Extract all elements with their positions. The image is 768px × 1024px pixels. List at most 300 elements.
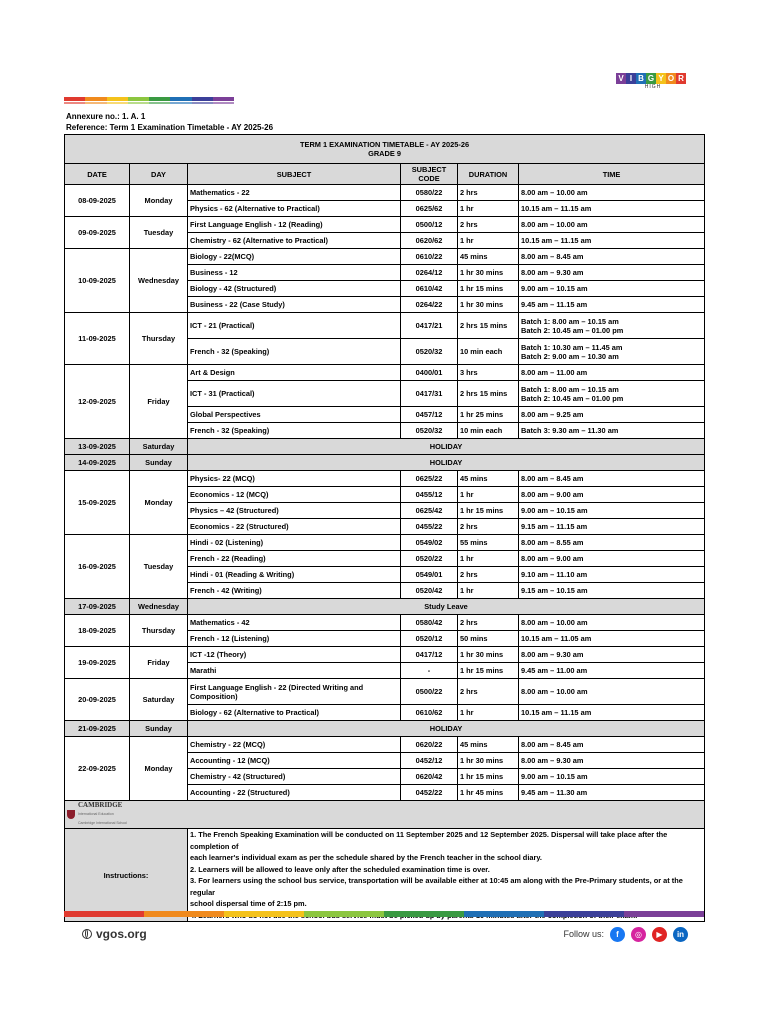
duration-cell: 2 hrs 15 mins [458,381,519,407]
day-cell: Friday [130,365,188,439]
duration-cell: 1 hr [458,551,519,567]
subject-text: Physics - 62 (Alternative to Practical) [190,204,320,213]
code-cell: 0455/12 [401,487,458,503]
subject-cell [188,217,401,233]
time-cell [519,753,705,769]
subject-cell [188,423,401,439]
duration-cell: 1 hr 30 mins [458,265,519,281]
time-cell [519,365,705,381]
subject-text: Hindi - 02 (Listening) [190,538,264,547]
subject-text: Chemistry - 42 (Structured) [190,772,286,781]
date-cell: 14-09-2025 [65,455,130,471]
time-cell [519,471,705,487]
duration-cell: 1 hr [458,705,519,721]
subject-text: ICT - 31 (Practical) [190,389,255,398]
time-text: 8.00 am – 9.00 am [521,490,584,499]
subject-text: Mathematics - 22 [190,188,250,197]
instruction-line: school dispersal time of 2:15 pm. [190,899,307,908]
instagram-icon[interactable]: ◎ [631,927,646,942]
subject-text: Physics- 22 (MCQ) [190,474,255,483]
code-cell: 0520/32 [401,423,458,439]
table-row [65,185,705,201]
timetable-title [65,135,705,164]
subject-text: Business - 12 [190,268,238,277]
date-cell: 12-09-2025 [65,365,130,439]
duration-cell: 2 hrs [458,567,519,583]
duration-cell: 10 min each [458,339,519,365]
time-text: 8.00 am – 11.00 am [521,368,588,377]
subject-text: Marathi [190,666,217,675]
header-row [65,164,705,185]
subject-text: Hindi - 01 (Reading & Writing) [190,570,295,579]
duration-cell: 45 mins [458,737,519,753]
subject-cell [188,503,401,519]
code-cell: 0610/22 [401,249,458,265]
subject-text: Art & Design [190,368,235,377]
subject-text: French - 42 (Writing) [190,586,262,595]
code-cell: 0620/42 [401,769,458,785]
subject-cell [188,519,401,535]
time-text: 9.10 am – 11.10 am [521,570,588,579]
day-cell: Tuesday [130,217,188,249]
day-cell: Monday [130,471,188,535]
subject-text: Accounting - 12 (MCQ) [190,756,270,765]
date-cell: 18-09-2025 [65,615,130,647]
subject-text: Chemistry - 22 (MCQ) [190,740,266,749]
subject-cell [188,381,401,407]
header-day: DAY [130,164,188,185]
subject-cell [188,647,401,663]
subject-text: Chemistry - 62 (Alternative to Practical) [190,236,329,245]
date-cell: 21-09-2025 [65,721,130,737]
code-cell: 0500/12 [401,217,458,233]
instructions-label: Instructions: [65,829,188,922]
day-cell: Saturday [130,679,188,721]
subject-text: ICT -12 (Theory) [190,650,247,659]
top-color-stripe [64,97,234,101]
code-cell: - [401,663,458,679]
subject-cell [188,551,401,567]
time-cell [519,265,705,281]
time-text: 9.45 am – 11.30 am [521,788,588,797]
document-reference [66,111,273,133]
subject-text: First Language English - 12 (Reading) [190,220,323,229]
cambridge-row [65,801,705,829]
reference-text: Reference: Term 1 Examination Timetable - AY 2025-26 [66,123,274,132]
time-text: 8.00 am – 10.00 am [521,687,588,696]
code-cell: 0264/12 [401,265,458,281]
instructions-list [190,829,702,921]
date-cell: 16-09-2025 [65,535,130,599]
subject-text: Biology - 42 (Structured) [190,284,277,293]
time-text: 9.00 am – 10.15 am [521,506,588,515]
instruction-line: each learner's individual exam as per the schedule shared by the French teacher in the school diary. [190,853,542,862]
code-cell: 0520/42 [401,583,458,599]
duration-cell: 45 mins [458,471,519,487]
subject-cell [188,233,401,249]
duration-cell: 2 hrs [458,217,519,233]
duration-cell: 1 hr 25 mins [458,407,519,423]
time-text: 8.00 am – 9.30 am [521,650,584,659]
day-cell: Sunday [130,455,188,471]
date-cell: 09-09-2025 [65,217,130,249]
subject-text-cont: Composition) [190,691,238,701]
header-date: DATE [65,164,130,185]
duration-cell: 2 hrs [458,519,519,535]
day-note: Study Leave [188,599,705,615]
time-text: Batch 1: 8.00 am – 10.15 am [521,316,619,326]
subject-text: Business - 22 (Case Study) [190,300,285,309]
subject-text: Economics - 22 (Structured) [190,522,289,531]
bottom-color-stripe [64,911,704,917]
time-text: 10.15 am – 11.15 am [521,204,592,213]
time-cell [519,631,705,647]
logo-subtitle: HIGH [644,84,662,90]
duration-cell: 50 mins [458,631,519,647]
time-text: 8.00 am – 9.25 am [521,410,584,419]
time-cell [519,407,705,423]
duration-cell: 10 min each [458,423,519,439]
subject-cell [188,281,401,297]
subject-cell [188,583,401,599]
time-text: 8.00 am – 9.30 am [521,268,584,277]
time-cell [519,503,705,519]
code-cell: 0264/22 [401,297,458,313]
cambridge-shield-icon [67,810,75,819]
code-cell: 0400/01 [401,365,458,381]
subject-text: Biology - 62 (Alternative to Practical) [190,708,319,717]
duration-cell: 1 hr 45 mins [458,785,519,801]
header-code: SUBJECT CODE [401,164,458,185]
time-text: Batch 1: 8.00 am – 10.15 am [521,384,619,394]
subject-text: Global Perspectives [190,410,261,419]
time-cell [519,217,705,233]
code-cell: 0417/31 [401,381,458,407]
subject-cell [188,201,401,217]
follow-label: Follow us: [563,929,604,939]
instructions-row [65,829,705,922]
duration-cell: 1 hr [458,583,519,599]
duration-cell: 3 hrs [458,365,519,381]
subject-text: ICT - 21 (Practical) [190,321,255,330]
code-cell: 0625/42 [401,503,458,519]
instruction-line: 1. The French Speaking Examination will be conducted on 11 September 2025 and 12 September 2025. Dispersal will take place after the completion of [190,830,668,851]
subject-cell [188,313,401,339]
day-cell: Saturday [130,439,188,455]
subject-cell [188,471,401,487]
code-cell: 0580/22 [401,185,458,201]
date-cell: 13-09-2025 [65,439,130,455]
time-cell [519,281,705,297]
subject-cell [188,737,401,753]
code-cell: 0625/62 [401,201,458,217]
time-cell [519,535,705,551]
time-cell [519,519,705,535]
table-row [65,647,705,663]
time-cell [519,705,705,721]
social-icons [610,927,688,942]
instruction-line: 3. For learners using the school bus service, transportation will be available either at 10:45 am along with the Pre-Primary students, or at the regular [190,876,683,897]
subject-cell [188,769,401,785]
day-cell: Sunday [130,721,188,737]
time-cell [519,663,705,679]
time-text: 10.15 am – 11.05 am [521,634,592,643]
logo-letter: R [676,73,686,84]
duration-cell: 1 hr [458,233,519,249]
duration-cell: 2 hrs 15 mins [458,313,519,339]
day-cell: Tuesday [130,535,188,599]
code-cell: 0417/21 [401,313,458,339]
logo-letter: Y [656,73,666,84]
holiday-row [65,721,705,737]
subject-text: First Language English - 22 (Directed Writing and [190,682,364,692]
code-cell: 0549/01 [401,567,458,583]
code-cell: 0452/12 [401,753,458,769]
time-cell [519,249,705,265]
date-cell: 10-09-2025 [65,249,130,313]
cambridge-sub2: Cambridge International School [78,821,128,825]
table-row [65,615,705,631]
grade-label: GRADE 9 [368,149,401,158]
time-cell [519,233,705,249]
code-cell: 0549/02 [401,535,458,551]
holiday-row [65,599,705,615]
logo-letter: O [667,74,675,83]
cambridge-logo [67,801,702,828]
time-text: 8.00 am – 8.55 am [521,538,584,547]
code-cell: 0520/22 [401,551,458,567]
day-cell: Thursday [130,615,188,647]
day-note: HOLIDAY [188,721,705,737]
duration-cell: 45 mins [458,249,519,265]
day-cell: Friday [130,647,188,679]
logo-letter: G [647,74,655,83]
subject-text: Biology - 22(MCQ) [190,252,255,261]
duration-cell: 1 hr 15 mins [458,503,519,519]
time-text-batch2: Batch 2: 10.45 am – 01.00 pm [521,393,624,403]
day-note: HOLIDAY [188,439,705,455]
time-cell [519,737,705,753]
footer [64,920,704,948]
subject-cell [188,663,401,679]
time-text: 8.00 am – 8.45 am [521,740,584,749]
table-row [65,365,705,381]
cambridge-sub: International Education [78,812,114,816]
subject-text: Physics – 42 (Structured) [190,506,279,515]
vibgyor-logo [616,73,696,90]
time-text: 10.15 am – 11.15 am [521,236,592,245]
time-cell [519,297,705,313]
subject-cell [188,297,401,313]
duration-cell: 1 hr [458,487,519,503]
subject-cell [188,407,401,423]
day-cell: Wednesday [130,249,188,313]
time-text: 8.00 am – 9.30 am [521,756,584,765]
subject-text: Accounting - 22 (Structured) [190,788,290,797]
time-cell [519,567,705,583]
subject-cell [188,185,401,201]
date-cell: 11-09-2025 [65,313,130,365]
time-cell [519,201,705,217]
code-cell: 0520/12 [401,631,458,647]
time-cell [519,381,705,407]
website-link[interactable] [82,927,147,941]
time-text: 8.00 am – 9.00 am [521,554,584,563]
subject-cell [188,705,401,721]
duration-cell: 1 hr 15 mins [458,281,519,297]
time-text: 9.15 am – 11.15 am [521,522,588,531]
day-cell: Wednesday [130,599,188,615]
holiday-row [65,439,705,455]
duration-cell: 1 hr [458,201,519,217]
code-cell: 0620/62 [401,233,458,249]
holiday-row [65,455,705,471]
subject-text: Mathematics - 42 [190,618,250,627]
time-cell [519,785,705,801]
time-text: Batch 1: 10.30 am – 11.45 am [521,342,623,352]
duration-cell: 2 hrs [458,679,519,705]
time-text: 9.15 am – 10.15 am [521,586,588,595]
code-cell: 0500/22 [401,679,458,705]
cambridge-cell [65,801,705,829]
header-duration: DURATION [458,164,519,185]
table-row [65,535,705,551]
website-text: vgos.org [96,927,147,941]
time-cell [519,551,705,567]
subject-cell [188,679,401,705]
time-cell [519,339,705,365]
subject-text: French - 32 (Speaking) [190,347,270,356]
time-text: 9.00 am – 10.15 am [521,284,588,293]
logo-letters [616,73,696,84]
subject-cell [188,615,401,631]
time-cell [519,185,705,201]
subject-cell [188,631,401,647]
time-text: 9.45 am – 11.15 am [521,300,588,309]
duration-cell: 1 hr 30 mins [458,297,519,313]
subject-text: French - 22 (Reading) [190,554,266,563]
time-text: 8.00 am – 10.00 am [521,220,588,229]
time-text: 8.00 am – 8.45 am [521,252,584,261]
date-cell: 17-09-2025 [65,599,130,615]
code-cell: 0610/42 [401,281,458,297]
subject-text: French - 12 (Listening) [190,634,270,643]
code-cell: 0580/42 [401,615,458,631]
duration-cell: 1 hr 15 mins [458,663,519,679]
duration-cell: 2 hrs [458,185,519,201]
duration-cell: 1 hr 30 mins [458,647,519,663]
subject-cell [188,567,401,583]
time-text: 9.45 am – 11.00 am [521,666,588,675]
timetable-body [65,185,705,801]
facebook-icon[interactable]: f [610,927,625,942]
header-time: TIME [519,164,705,185]
table-row [65,313,705,339]
subject-cell [188,487,401,503]
code-cell: 0457/12 [401,407,458,423]
cambridge-name: CAMBRIDGE [78,801,123,809]
day-cell: Thursday [130,313,188,365]
day-cell: Monday [130,737,188,801]
code-cell: 0452/22 [401,785,458,801]
code-cell: 0520/32 [401,339,458,365]
subject-cell [188,365,401,381]
code-cell: 0625/22 [401,471,458,487]
time-text: 9.00 am – 10.15 am [521,772,588,781]
date-cell: 19-09-2025 [65,647,130,679]
time-text: 8.00 am – 10.00 am [521,618,588,627]
subject-cell [188,785,401,801]
date-cell: 20-09-2025 [65,679,130,721]
youtube-icon[interactable]: ▶ [652,927,667,942]
table-row [65,737,705,753]
duration-cell: 1 hr 15 mins [458,769,519,785]
date-cell: 15-09-2025 [65,471,130,535]
time-cell [519,423,705,439]
exam-timetable [64,134,705,922]
time-text: Batch 3: 9.30 am – 11.30 am [521,426,619,435]
subject-cell [188,339,401,365]
subject-cell [188,535,401,551]
linkedin-icon[interactable]: in [673,927,688,942]
table-row [65,471,705,487]
time-text: 10.15 am – 11.15 am [521,708,592,717]
day-cell: Monday [130,185,188,217]
time-cell [519,313,705,339]
logo-letter: V [616,73,626,84]
duration-cell: 55 mins [458,535,519,551]
timetable-title-text: TERM 1 EXAMINATION TIMETABLE - AY 2025-26 [300,140,470,149]
globe-icon [82,929,92,939]
subject-cell [188,249,401,265]
subject-text: Economics - 12 (MCQ) [190,490,269,499]
time-cell [519,679,705,705]
social-links [563,927,688,942]
code-cell: 0417/12 [401,647,458,663]
day-note: HOLIDAY [188,455,705,471]
duration-cell: 1 hr 30 mins [458,753,519,769]
time-cell [519,647,705,663]
subject-text: French - 32 (Speaking) [190,426,270,435]
time-cell [519,583,705,599]
top-color-stripe-lower [64,102,234,104]
time-text-batch2: Batch 2: 10.45 am – 01.00 pm [521,325,624,335]
instructions-cell [188,829,705,922]
table-row [65,679,705,705]
code-cell: 0620/22 [401,737,458,753]
table-row [65,249,705,265]
time-cell [519,769,705,785]
header-subject: SUBJECT [188,164,401,185]
annexure-number: Annexure no.: 1. A. 1 [66,112,146,121]
subject-cell [188,265,401,281]
time-text-batch2: Batch 2: 9.00 am – 10.30 am [521,351,619,361]
logo-letter: B [636,73,646,84]
date-cell: 08-09-2025 [65,185,130,217]
duration-cell: 2 hrs [458,615,519,631]
code-cell: 0455/22 [401,519,458,535]
code-cell: 0610/62 [401,705,458,721]
time-text: 8.00 am – 8.45 am [521,474,584,483]
instruction-line: 2. Learners will be allowed to leave only after the scheduled examination time is over. [190,864,490,874]
date-cell: 22-09-2025 [65,737,130,801]
time-cell [519,487,705,503]
time-cell [519,615,705,631]
logo-letter: I [626,73,636,84]
time-text: 8.00 am – 10.00 am [521,188,588,197]
subject-cell [188,753,401,769]
table-row [65,217,705,233]
